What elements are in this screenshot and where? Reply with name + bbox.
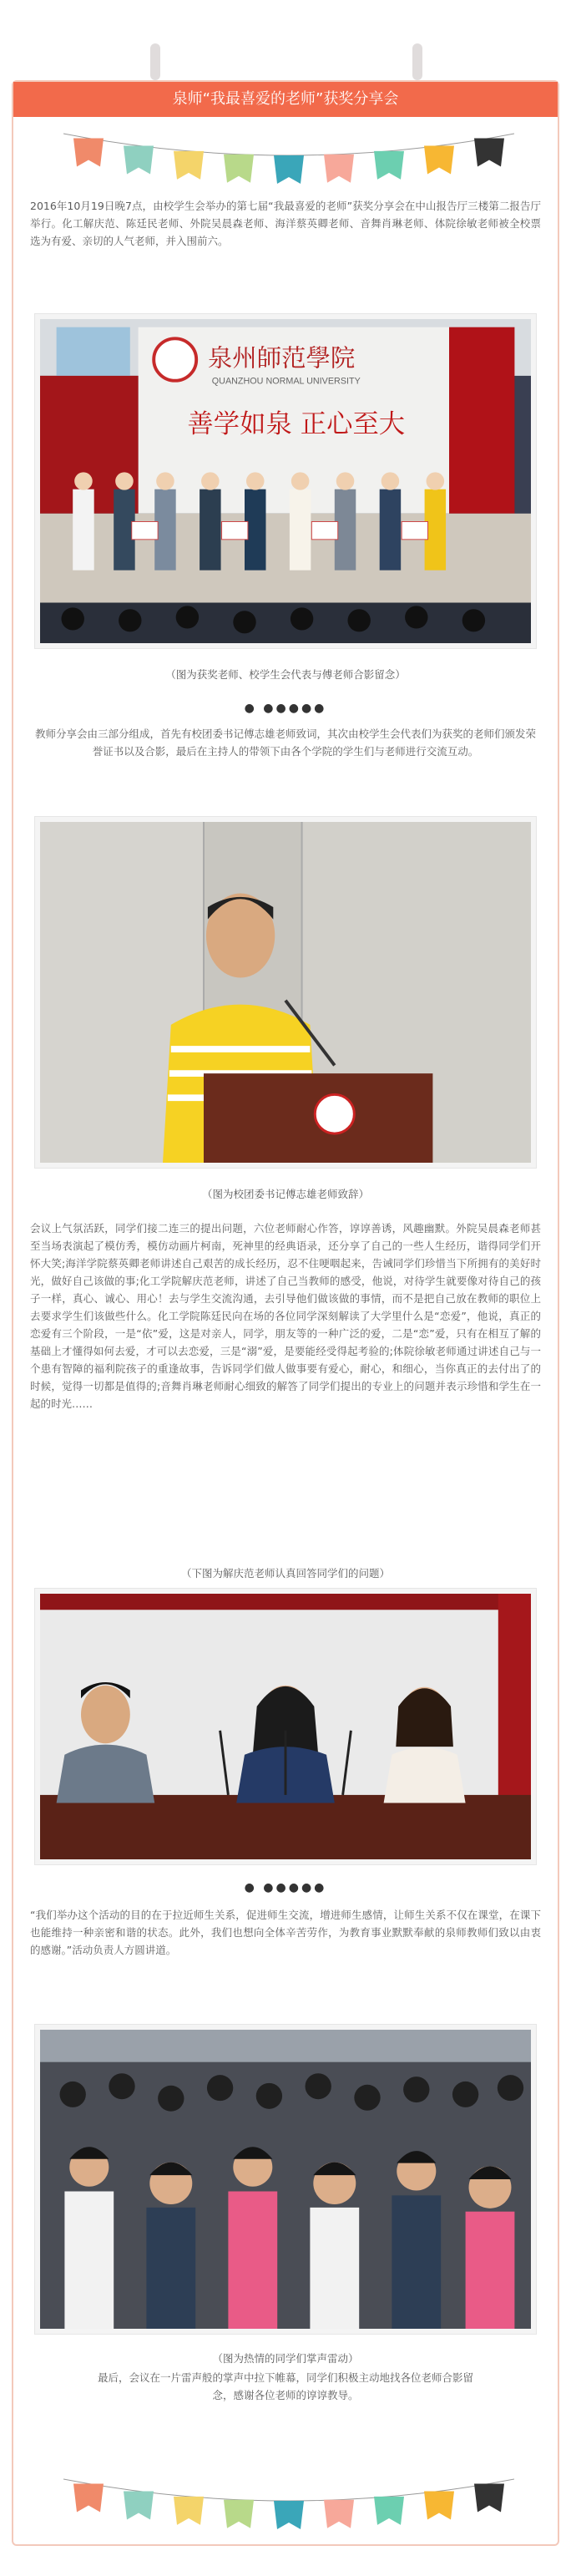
bunting-flag [374,2497,404,2525]
audience-applause-image [40,2030,531,2329]
bunting-flag [424,145,454,174]
intro-paragraph: 2016年10月19日晚7点，由校学生会举办的第七届“我最喜爱的老师”获奖分享会在中山报告厅三楼第二报告厅举行。化工解庆范、陈廷民老师、外院吴晨森老师、海洋蔡英卿老师、音舞肖琳老师、体院徐敏老师被全校票选为有爱、亲切的人气老师，并入围前六。 [30,200,541,247]
bunting-flags-icon [63,127,514,185]
speech-photo [35,817,536,1168]
bunting-flag [73,2483,104,2512]
page-title: 泉师“我最喜爱的老师”获奖分享会 [13,82,558,117]
svg-text:QUANZHOU NORMAL UNIVERSITY: QUANZHOU NORMAL UNIVERSITY [211,376,361,387]
award-ceremony-image [40,319,531,643]
bunting-flag [474,2483,504,2512]
discussion-paragraph: 会议上气氛活跃，同学们接二连三的提出问题，六位老师耐心作答，谆谆善诱，风趣幽默。外院吴晨森老师甚至当场表演起了模仿秀，模仿动画片柯南，死神里的经典语录，还分享了自己的一些人生经历，谐得同学们开怀大笑;海洋学院蔡英卿老师讲述自己艰苦的成长经历，忍不住哽咽起来，告诫同学们珍惜当下所拥有的美好时光，做好自己该做的事;化工学院解庆范老师，讲述了自己当教师的感受，他说，对待学生就要像对待自己的孩子一样，真心、诚心、用心！去与学生交流沟通，去引导他们做该做的事情，而不是把自己放在教师的职位上去要求学生们该做些什么。化工学院陈廷民向在场的各位同学深刻解读了大学里什么是“恋爱”，他说，真正的恋爱有三个阶段，一是“依”爱，这是对亲人，同学，朋友等的一种广泛的爱，二是“恋”爱，只有在相互了解的基础上才懂得如何去爱，才可以去恋爱，三是“溺”爱，是要能经受得起考验的;体院徐敏老师通过讲述自己与一个患有智障的福利院孩子的重逢故事，告诉同学们做人做事要有爱心，耐心，和细心，当你真正的去付出了的时候，觉得一切都是值得的;音舞肖琳老师耐心细致的解答了同学们提出的专业上的问题并表示珍惜和学生在一起的时光…… [30,1222,541,1410]
bunting-bottom [63,2472,514,2531]
bunting-flag [124,2491,154,2519]
audience-photo [35,2025,536,2334]
card-hanger-right [412,43,422,80]
section-divider-1: ● ●●●●● [244,702,327,715]
svg-text:泉州師范學院: 泉州師范學院 [207,343,356,373]
photo1-caption: （图为获奖老师、校学生会代表与傅老师合影留念） [165,668,406,681]
section-divider-2: ● ●●●●● [244,1881,327,1894]
bunting-flags-icon [63,2472,514,2531]
teachers-panel-image [40,1594,531,1859]
speaker-image [40,822,531,1163]
photo4-caption: （图为热情的同学们掌声雷动） [212,2352,359,2365]
bunting-flag [124,145,154,174]
closing-paragraph: 最后，会议在一片雷声般的掌声中拉下帷幕，同学们积极主动地找各位老师合影留念，感谢各位老师的谆谆教导。 [97,2371,473,2401]
organizer-quote-paragraph: “我们举办这个活动的目的在于拉近师生关系，促进师生交流，增进师生感情，让师生关系不仅在课堂，在课下也能维持一种亲密和谐的状态。此外，我们也想向全体辛苦劳作，为教育事业默默奉献的泉师教师们致以由衷的感谢。”活动负责人方圆讲道。 [30,1909,541,1956]
photo3-caption: （下图为解庆范老师认真回答同学们的问题） [180,1567,390,1580]
program-paragraph: 教师分享会由三部分组成，首先有校团委书记傅志雄老师致词，其次由校学生会代表们为获奖的老师们颁发荣誉证书以及合影，最后在主持人的带领下由各个学院的学生们与老师进行交流互动。 [34,728,536,758]
photo2-caption: （图为校团委书记傅志雄老师致辞） [201,1188,369,1200]
bunting-flag [374,151,404,180]
qa-photo [35,1589,536,1864]
bunting-top [63,127,514,185]
bunting-flag [73,138,104,166]
bunting-flag [324,155,354,183]
bunting-flag [474,138,504,166]
bunting-flag [174,151,204,180]
bunting-flag [224,155,254,183]
svg-text:善学如泉 正心至大: 善学如泉 正心至大 [187,408,406,439]
bunting-flag [274,155,304,184]
bunting-flag [424,2491,454,2519]
bunting-flag [224,2500,254,2528]
article-card [12,80,559,2546]
card-hanger-left [150,43,160,80]
bunting-flag [324,2500,354,2528]
bunting-flag [274,2501,304,2529]
bunting-flag [174,2497,204,2525]
group-photo [35,314,536,648]
